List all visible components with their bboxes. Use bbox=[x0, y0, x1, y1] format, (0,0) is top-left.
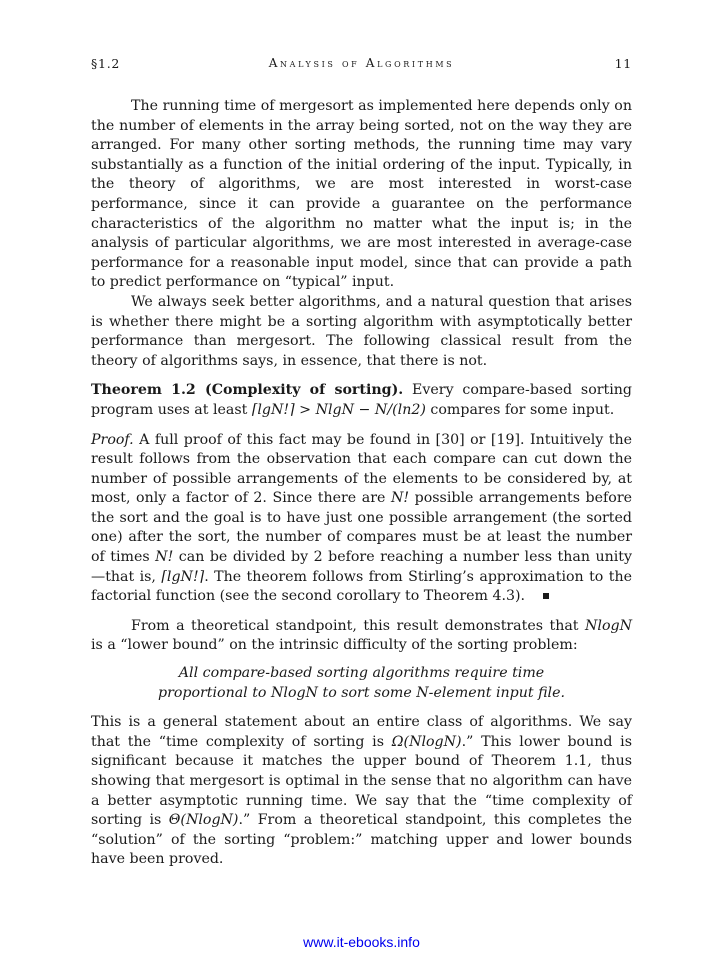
display-line-2: proportional to NlogN to sort some N-element input file. bbox=[158, 684, 565, 701]
theorem-heading: Theorem 1.2 (Complexity of sorting). bbox=[91, 382, 404, 399]
p4-omega: Ω(NlogN) bbox=[391, 733, 462, 750]
body-text bbox=[91, 97, 632, 870]
theorem-1-2 bbox=[91, 381, 632, 420]
proof-text-2: possible arrangements before the sort and the goal is to have just one possible arrangement (the sorted one) after the sort, the number of compares must be at least the number of times bbox=[91, 490, 632, 566]
p4-theta: Θ(NlogN) bbox=[168, 812, 239, 829]
p4-text-1: This is a general statement about an entire class of algorithms. We say that the “time complexity of sorting is bbox=[91, 714, 632, 750]
paragraph-running-time: The running time of mergesort as implemented here depends only on the number of elements in the array being sorted, not on the way they are arranged. For many other sorting methods, the running time may vary substantially as a function of the initial ordering of the input. Typically, in the theory of algorithms, we are most interested in worst-case performance, since it can provide a guarantee on the performance characteristics of the algorithm no matter what the input is; in the analysis of particular algorithms, we are most interested in average-case performance for a reasonable input model, since that can provide a path to predict performance on “typical” input. bbox=[91, 98, 632, 291]
p3-text-2: is a “lower bound” on the intrinsic difficulty of the sorting problem: bbox=[91, 637, 578, 654]
proof-n-factorial-2: N! bbox=[155, 549, 174, 566]
p4-text-3: .” From a theoretical standpoint, this completes the “solution” of the sorting “problem:” matching upper and lower bounds have been proved. bbox=[91, 812, 632, 868]
running-title: Analysis of Algorithms bbox=[268, 56, 455, 70]
footer-link[interactable]: www.it-ebooks.info bbox=[303, 934, 420, 950]
paragraph-lower-bound bbox=[91, 617, 632, 656]
display-statement bbox=[91, 664, 632, 703]
theorem-text-before: Every compare-based sorting program uses at least bbox=[91, 382, 632, 418]
proof-text-3: can be divided by 2 before reaching a number less than unity—that is, bbox=[91, 549, 632, 585]
theorem-text-after: compares for some input. bbox=[430, 401, 615, 418]
proof-text-4: . The theorem follows from Stirling’s approximation to the factorial function (see the second corollary to Theorem 4.3). bbox=[91, 568, 632, 605]
p3-formula: NlogN bbox=[585, 617, 633, 634]
footer bbox=[0, 934, 723, 950]
section-number: §1.2 bbox=[91, 56, 121, 71]
theorem-formula: ⌈lgN!⌉ > NlgN − N/(ln2) bbox=[251, 401, 426, 418]
proof bbox=[91, 431, 632, 607]
running-header bbox=[91, 56, 632, 72]
proof-n-factorial-1: N! bbox=[390, 490, 410, 507]
proof-text-1: A full proof of this fact may be found in [30] or [19]. Intuitively the result follows from the observation that each compare can cut down the number of possible arrangements of the elements to be considered by, at most, only a factor of 2. Since there are bbox=[91, 431, 632, 507]
display-line-1: All compare-based sorting algorithms require time bbox=[178, 665, 545, 682]
p3-text-1: From a theoretical standpoint, this result demonstrates that bbox=[131, 617, 579, 634]
proof-ceil-formula: ⌈lgN!⌉ bbox=[161, 568, 205, 585]
paragraph-better-algorithms: We always seek better algorithms, and a natural question that arises is whether there might be a sorting algorithm with asymptotically better performance than mergesort. The following classical result from the theory of algorithms says, in essence, that there is not. bbox=[91, 293, 632, 369]
p4-text-2: .” This lower bound is significant because it matches the upper bound of Theorem 1.1, thus showing that mergesort is optimal in the sense that no algorithm can have a better asymptotic running time. We say that the “time complexity of sorting is bbox=[91, 733, 632, 829]
qed-square-icon bbox=[543, 593, 549, 599]
page-number: 11 bbox=[614, 56, 632, 71]
paragraph-complexity bbox=[91, 713, 632, 870]
proof-heading: Proof. bbox=[91, 431, 134, 448]
